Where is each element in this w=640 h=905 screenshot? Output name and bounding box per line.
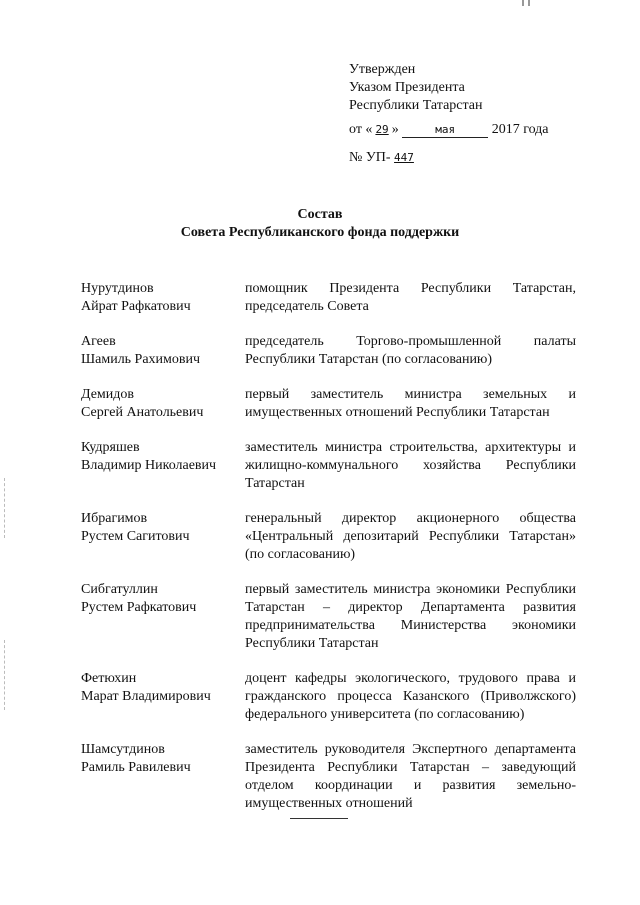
member-role: заместитель министра строительства, архитектуры и жилищно-коммунального хозяйства Республики Татарстан — [245, 440, 576, 491]
date-month-field — [402, 123, 488, 138]
member-given-name: Рустем Сагитович — [81, 529, 190, 544]
member-given-name: Шамиль Рахимович — [81, 352, 201, 367]
member-role: заместитель руководителя Экспертного департамента Президента Республики Татарстан – заведующий отделом координации и развития земельно-имущественных отношений — [245, 742, 576, 811]
date-prefix: от « — [349, 122, 373, 137]
member-row — [81, 386, 576, 422]
scan-mark — [522, 0, 524, 6]
scan-margin-mark — [4, 640, 6, 710]
member-surname: Демидов — [81, 387, 135, 402]
member-role: доцент кафедры экологического, трудового права и гражданского процесса Казанского (Приволжского) федерального университета (по согласованию) — [245, 671, 576, 722]
member-surname: Сибгатуллин — [81, 582, 158, 597]
member-name — [81, 333, 245, 369]
approval-line: Республики Татарстан — [349, 98, 483, 113]
date-day: 29 — [375, 123, 389, 136]
decree-number — [349, 150, 414, 166]
member-given-name: Марат Владимирович — [81, 689, 211, 704]
member-name — [81, 439, 245, 493]
member-surname: Шамсутдинов — [81, 742, 165, 757]
member-surname: Агеев — [81, 334, 116, 349]
member-role: первый заместитель министра земельных и имущественных отношений Республики Татарстан — [245, 387, 576, 420]
scan-margin-mark — [4, 478, 6, 538]
approval-block — [349, 61, 483, 115]
member-row — [81, 333, 576, 369]
member-row — [81, 741, 576, 813]
scan-mark — [528, 0, 530, 6]
decree-date — [349, 122, 549, 138]
member-given-name: Айрат Рафкатович — [81, 299, 191, 314]
member-role: генеральный директор акционерного общества «Центральный депозитарий Республики Татарстан» (по согласованию) — [245, 511, 576, 562]
member-surname: Нурутдинов — [81, 281, 154, 296]
number-prefix: № УП- — [349, 150, 391, 165]
date-month: мая — [435, 123, 456, 136]
member-name — [81, 510, 245, 564]
number-value: 447 — [394, 151, 414, 164]
member-row — [81, 510, 576, 564]
member-given-name: Рустем Рафкатович — [81, 600, 197, 615]
member-role: председатель Торгово-промышленной палаты Республики Татарстан (по согласованию) — [245, 334, 576, 367]
member-name — [81, 386, 245, 422]
member-name — [81, 581, 245, 653]
member-surname: Ибрагимов — [81, 511, 148, 526]
member-name — [81, 670, 245, 724]
member-surname: Фетюхин — [81, 671, 137, 686]
member-given-name: Рамиль Равилевич — [81, 760, 191, 775]
member-given-name: Сергей Анатольевич — [81, 405, 204, 420]
member-row — [81, 280, 576, 316]
member-role: помощник Президента Республики Татарстан, председатель Совета — [245, 281, 576, 314]
approval-line: Указом Президента — [349, 80, 465, 95]
date-year: 2017 года — [491, 122, 549, 137]
member-name — [81, 280, 245, 316]
heading-subtitle: Совета Республиканского фонда поддержки — [180, 225, 460, 240]
closing-rule — [290, 818, 348, 819]
member-given-name: Владимир Николаевич — [81, 458, 217, 473]
approval-line: Утвержден — [349, 62, 416, 77]
heading-title: Состав — [297, 207, 343, 222]
date-day-suffix: » — [391, 122, 399, 137]
members-list — [81, 280, 576, 830]
member-surname: Кудряшев — [81, 440, 140, 455]
member-row — [81, 439, 576, 493]
member-name — [81, 741, 245, 813]
member-row — [81, 581, 576, 653]
member-row — [81, 670, 576, 724]
member-role: первый заместитель министра экономики Республики Татарстан – директор Департамента развития предпринимательства Министерства экономики Республики Татарстан — [245, 582, 576, 651]
